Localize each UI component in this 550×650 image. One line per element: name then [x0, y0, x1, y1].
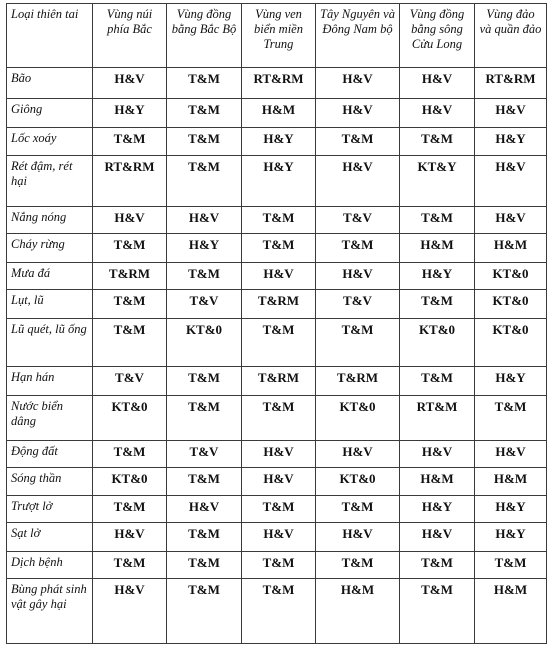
- risk-level-cell: H&V: [316, 441, 400, 468]
- risk-level-cell: T&M: [242, 207, 316, 234]
- risk-level-cell: T&M: [316, 128, 400, 156]
- risk-level-cell: T&M: [167, 552, 242, 579]
- risk-level-cell: RT&RM: [475, 68, 547, 99]
- risk-level-cell: H&V: [400, 523, 475, 552]
- risk-level-cell: H&Y: [93, 99, 167, 128]
- table-row: [7, 579, 547, 644]
- risk-level-cell: H&M: [475, 234, 547, 263]
- header-mekong-delta: Vùng đồng bằng sông Cửu Long: [400, 4, 475, 68]
- risk-level-cell: H&Y: [475, 496, 547, 523]
- risk-level-cell: T&M: [167, 68, 242, 99]
- risk-level-cell: KT&0: [93, 468, 167, 496]
- risk-level-cell: KT&0: [475, 263, 547, 290]
- risk-level-cell: H&V: [316, 523, 400, 552]
- table-row: [7, 263, 547, 290]
- hazard-name: Rét đậm, rét hại: [7, 156, 93, 207]
- header-central-coast: Vùng ven biển miền Trung: [242, 4, 316, 68]
- risk-level-cell: H&M: [316, 579, 400, 644]
- risk-level-cell: T&M: [93, 290, 167, 319]
- risk-level-cell: T&M: [400, 579, 475, 644]
- risk-level-cell: T&M: [316, 234, 400, 263]
- table-row: [7, 128, 547, 156]
- risk-level-cell: H&V: [242, 468, 316, 496]
- risk-level-cell: H&Y: [475, 128, 547, 156]
- risk-level-cell: T&M: [93, 552, 167, 579]
- hazard-name: Nắng nóng: [7, 207, 93, 234]
- risk-level-cell: H&V: [475, 99, 547, 128]
- table-body: [7, 68, 547, 644]
- risk-level-cell: T&M: [242, 496, 316, 523]
- risk-level-cell: T&M: [475, 396, 547, 441]
- risk-level-cell: H&M: [242, 99, 316, 128]
- table-row: [7, 290, 547, 319]
- header-northern-mountains: Vùng núi phía Bắc: [93, 4, 167, 68]
- risk-level-cell: H&Y: [400, 263, 475, 290]
- risk-level-cell: T&M: [167, 263, 242, 290]
- table-row: [7, 207, 547, 234]
- risk-level-cell: T&M: [167, 128, 242, 156]
- risk-level-cell: H&M: [400, 234, 475, 263]
- table-row: [7, 468, 547, 496]
- risk-level-cell: T&M: [400, 367, 475, 396]
- risk-level-cell: RT&RM: [242, 68, 316, 99]
- header-row: [7, 4, 547, 68]
- risk-level-cell: T&M: [93, 319, 167, 367]
- risk-level-cell: H&V: [316, 99, 400, 128]
- table-row: [7, 367, 547, 396]
- risk-level-cell: T&M: [316, 319, 400, 367]
- hazard-name: Dịch bệnh: [7, 552, 93, 579]
- risk-level-cell: H&Y: [167, 234, 242, 263]
- risk-level-cell: H&V: [93, 523, 167, 552]
- risk-level-cell: T&RM: [242, 367, 316, 396]
- risk-level-cell: T&M: [400, 552, 475, 579]
- risk-level-cell: KT&0: [316, 468, 400, 496]
- risk-level-cell: T&M: [93, 496, 167, 523]
- risk-level-cell: H&V: [242, 263, 316, 290]
- hazard-name: Sạt lở: [7, 523, 93, 552]
- risk-level-cell: T&V: [316, 207, 400, 234]
- risk-level-cell: T&V: [316, 290, 400, 319]
- risk-level-cell: T&M: [400, 290, 475, 319]
- risk-level-cell: H&Y: [475, 367, 547, 396]
- hazard-name: Nước biển dâng: [7, 396, 93, 441]
- risk-level-cell: T&M: [167, 523, 242, 552]
- header-central-highlands-southeast: Tây Nguyên và Đông Nam bộ: [316, 4, 400, 68]
- risk-level-cell: T&RM: [242, 290, 316, 319]
- risk-level-cell: KT&0: [475, 319, 547, 367]
- risk-level-cell: T&RM: [316, 367, 400, 396]
- risk-level-cell: H&V: [167, 496, 242, 523]
- risk-level-cell: H&V: [242, 441, 316, 468]
- risk-level-cell: RT&M: [400, 396, 475, 441]
- risk-level-cell: T&M: [242, 552, 316, 579]
- risk-level-cell: KT&0: [167, 319, 242, 367]
- risk-level-cell: H&Y: [475, 523, 547, 552]
- risk-level-cell: H&V: [93, 68, 167, 99]
- table-row: [7, 99, 547, 128]
- risk-level-cell: KT&0: [400, 319, 475, 367]
- risk-level-cell: H&V: [475, 156, 547, 207]
- table-row: [7, 441, 547, 468]
- risk-level-cell: H&Y: [400, 496, 475, 523]
- risk-level-cell: T&M: [93, 234, 167, 263]
- hazard-name: Cháy rừng: [7, 234, 93, 263]
- table-row: [7, 319, 547, 367]
- risk-level-cell: KT&0: [316, 396, 400, 441]
- risk-level-cell: H&V: [475, 441, 547, 468]
- table-row: [7, 156, 547, 207]
- risk-level-cell: H&V: [400, 68, 475, 99]
- risk-level-cell: T&M: [93, 441, 167, 468]
- risk-level-cell: H&Y: [242, 128, 316, 156]
- risk-level-cell: RT&RM: [93, 156, 167, 207]
- risk-level-cell: T&M: [167, 156, 242, 207]
- risk-level-cell: T&M: [167, 579, 242, 644]
- table-row: [7, 68, 547, 99]
- risk-level-cell: H&V: [316, 68, 400, 99]
- hazard-name: Giông: [7, 99, 93, 128]
- hazard-name: Bùng phát sinh vật gây hại: [7, 579, 93, 644]
- risk-level-cell: H&Y: [242, 156, 316, 207]
- risk-level-cell: H&V: [316, 263, 400, 290]
- risk-level-cell: T&V: [167, 290, 242, 319]
- risk-level-cell: H&M: [475, 468, 547, 496]
- table-row: [7, 234, 547, 263]
- header-islands: Vùng đảo và quần đảo: [475, 4, 547, 68]
- hazard-name: Trượt lở: [7, 496, 93, 523]
- risk-level-cell: T&M: [242, 319, 316, 367]
- risk-level-cell: H&M: [400, 468, 475, 496]
- risk-level-cell: T&V: [167, 441, 242, 468]
- risk-level-cell: H&V: [475, 207, 547, 234]
- risk-level-cell: H&M: [475, 579, 547, 644]
- risk-level-cell: T&M: [167, 396, 242, 441]
- table-row: [7, 396, 547, 441]
- table-row: [7, 496, 547, 523]
- hazard-name: Bão: [7, 68, 93, 99]
- hazard-name: Hạn hán: [7, 367, 93, 396]
- risk-level-cell: H&V: [93, 207, 167, 234]
- hazard-name: Sóng thần: [7, 468, 93, 496]
- table-row: [7, 523, 547, 552]
- risk-level-cell: H&V: [400, 441, 475, 468]
- risk-level-cell: T&M: [475, 552, 547, 579]
- hazard-name: Mưa đá: [7, 263, 93, 290]
- risk-level-cell: T&M: [167, 367, 242, 396]
- risk-level-cell: T&M: [242, 579, 316, 644]
- risk-level-cell: T&M: [242, 396, 316, 441]
- risk-level-cell: T&M: [400, 128, 475, 156]
- risk-level-cell: KT&0: [93, 396, 167, 441]
- risk-level-cell: T&M: [242, 234, 316, 263]
- risk-level-cell: H&V: [167, 207, 242, 234]
- risk-level-cell: T&M: [400, 207, 475, 234]
- table-row: [7, 552, 547, 579]
- risk-level-cell: T&M: [316, 552, 400, 579]
- risk-level-cell: T&M: [167, 99, 242, 128]
- risk-level-cell: KT&0: [475, 290, 547, 319]
- hazard-name: Lốc xoáy: [7, 128, 93, 156]
- risk-level-cell: H&V: [93, 579, 167, 644]
- header-red-river-delta: Vùng đồng bằng Bắc Bộ: [167, 4, 242, 68]
- risk-level-cell: T&RM: [93, 263, 167, 290]
- hazard-name: Lụt, lũ: [7, 290, 93, 319]
- hazard-name: Lũ quét, lũ ống: [7, 319, 93, 367]
- risk-level-cell: T&V: [93, 367, 167, 396]
- risk-level-cell: T&M: [316, 496, 400, 523]
- risk-level-cell: H&V: [400, 99, 475, 128]
- header-hazard-type: Loại thiên tai: [7, 4, 93, 68]
- hazard-name: Động đất: [7, 441, 93, 468]
- risk-level-cell: T&M: [93, 128, 167, 156]
- risk-level-cell: H&V: [242, 523, 316, 552]
- risk-level-cell: KT&Y: [400, 156, 475, 207]
- hazard-risk-table: [6, 3, 547, 644]
- risk-level-cell: H&V: [316, 156, 400, 207]
- risk-level-cell: T&M: [167, 468, 242, 496]
